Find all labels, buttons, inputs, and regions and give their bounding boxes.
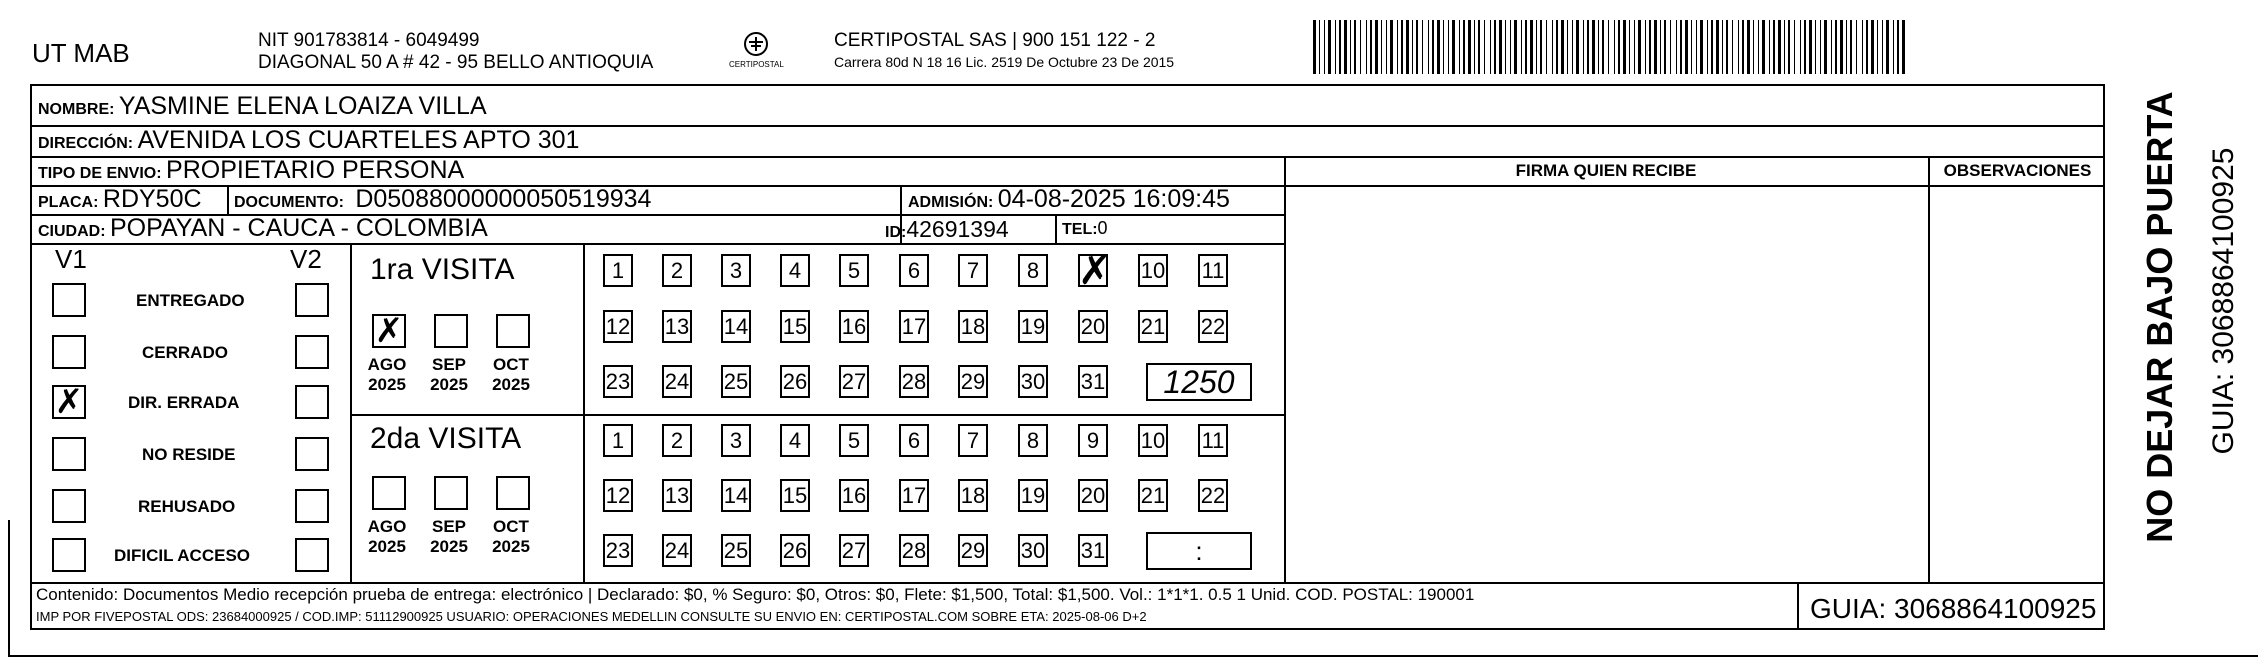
first-visit-day-box[interactable]: 18 (958, 310, 988, 343)
first-visit-day-box[interactable]: 30 (1018, 365, 1048, 398)
footer-print-info: IMP POR FIVEPOSTAL ODS: 23684000925 / COD.IMP: 51112900925 USUARIO: OPERACIONES MEDELLIN CONSULTE SU ENVIO EN: CERTIPOSTAL.COM SOBRE ETA: 2025-08-06 D+2 (36, 609, 1147, 624)
second-visit-day-box[interactable]: 25 (721, 534, 751, 567)
first-visit-day-box[interactable]: 10 (1138, 254, 1168, 287)
second-visit-day-box[interactable]: 29 (958, 534, 988, 567)
direccion-label: DIRECCIÓN: (38, 135, 134, 152)
carrier-license: Carrera 80d N 18 16 Lic. 2519 De Octubre 23 De 2015 (834, 54, 1175, 70)
first-visit-day-box[interactable]: 14 (721, 310, 751, 343)
first-visit-day-box[interactable]: 4 (780, 254, 810, 287)
ciudad-value: POPAYAN - CAUCA - COLOMBIA (110, 214, 488, 242)
company-address: DIAGONAL 50 A # 42 - 95 BELLO ANTIOQUIA (258, 52, 654, 73)
first-visit-title: 1ra VISITA (370, 253, 515, 286)
nombre-value: YASMINE ELENA LOAIZA VILLA (118, 92, 487, 120)
id-value: 42691394 (906, 216, 1009, 242)
second-visit-day-box[interactable]: 21 (1138, 479, 1168, 512)
first-visit-day-box[interactable]: 16 (839, 310, 869, 343)
id-cell (885, 216, 1009, 243)
side-text (2110, 91, 2240, 566)
second-visit-day-box[interactable]: 2 (662, 424, 692, 457)
observations-area[interactable] (1932, 188, 2102, 578)
day-check-mark: ✗ (1078, 249, 1112, 293)
first-visit-day-box[interactable]: 23 (603, 365, 633, 398)
month-label: SEP 2025 (430, 517, 468, 556)
nombre-row (38, 92, 487, 121)
first-visit-month-checkbox[interactable] (434, 314, 468, 348)
first-visit-day-box[interactable]: 5 (839, 254, 869, 287)
status-label: DIFICIL ACCESO (114, 546, 251, 565)
documento-cell (234, 185, 651, 214)
month-label: AGO 2025 (367, 355, 407, 394)
footer-guia: GUIA: 3068864100925 (1810, 593, 2097, 624)
barcode (1313, 20, 1909, 74)
second-visit-day-box[interactable]: 31 (1078, 534, 1108, 567)
first-visit-month-checkbox[interactable]: ✗ (372, 314, 406, 348)
second-visit-title: 2da VISITA (370, 422, 522, 455)
ciudad-label: CIUDAD: (38, 223, 106, 240)
second-visit-day-box[interactable]: 14 (721, 479, 751, 512)
second-visit-day-box[interactable]: 9 (1078, 424, 1108, 457)
first-visit-day-box[interactable]: 19 (1018, 310, 1048, 343)
second-visit-day-box[interactable]: 11 (1198, 424, 1228, 457)
v2-checkbox[interactable] (295, 489, 329, 523)
v1-checkbox[interactable] (52, 489, 86, 523)
first-visit-day-box[interactable]: 25 (721, 365, 751, 398)
first-visit-month-checkbox[interactable] (496, 314, 530, 348)
first-visit-day-box[interactable]: 15 (780, 310, 810, 343)
second-visit-day-box[interactable]: 12 (603, 479, 633, 512)
v1-label: V1 (55, 244, 87, 274)
status-label: ENTREGADO (136, 291, 245, 310)
month-label: OCT 2025 (492, 355, 530, 394)
status-label: CERRADO (142, 343, 228, 362)
first-visit-day-box[interactable]: 26 (780, 365, 810, 398)
first-visit-day-box[interactable]: 29 (958, 365, 988, 398)
first-visit-day-box[interactable]: 6 (899, 254, 929, 287)
second-visit-day-box[interactable]: 27 (839, 534, 869, 567)
first-visit-day-box[interactable]: 17 (899, 310, 929, 343)
first-visit-day-box[interactable]: 1 (603, 254, 633, 287)
second-visit-day-box[interactable]: 19 (1018, 479, 1048, 512)
second-visit-day-box[interactable]: 24 (662, 534, 692, 567)
company-name: UT MAB (32, 38, 130, 68)
first-visit-time-box[interactable]: 1250 (1146, 363, 1252, 401)
second-visit-day-box[interactable]: 5 (839, 424, 869, 457)
second-visit-day-box[interactable]: 7 (958, 424, 988, 457)
documento-label: DOCUMENTO: (234, 194, 344, 211)
direccion-row (38, 126, 579, 155)
first-visit-day-box[interactable]: 20 (1078, 310, 1108, 343)
second-visit-day-box[interactable]: 23 (603, 534, 633, 567)
v1-checkbox[interactable]: ✗ (52, 385, 86, 419)
first-visit-day-box[interactable]: 27 (839, 365, 869, 398)
status-label: REHUSADO (138, 497, 236, 516)
first-visit-day-box[interactable]: 7 (958, 254, 988, 287)
first-visit-day-box[interactable]: 31 (1078, 365, 1108, 398)
second-visit-day-box[interactable]: 18 (958, 479, 988, 512)
v2-checkbox[interactable] (295, 335, 329, 369)
second-visit-day-box[interactable]: 3 (721, 424, 751, 457)
first-visit-day-box[interactable]: 28 (899, 365, 929, 398)
second-visit-day-box[interactable]: 1 (603, 424, 633, 457)
first-visit-day-box[interactable] (1078, 249, 1112, 293)
footer-content: Contenido: Documentos Medio recepción prueba de entrega: electrónico | Declarado: $0, % Seguro: $0, Otros: $0, Flete: $1,500, Total: $1,500. Vol.: 1*1*1. 0.5 1 Unid. COD. POSTAL: 190001 (36, 585, 1475, 604)
month-label: AGO 2025 (367, 517, 407, 556)
observaciones-header: OBSERVACIONES (1943, 161, 2092, 180)
tipo-value: PROPIETARIO PERSONA (166, 156, 465, 184)
second-visit-time-box[interactable]: : (1146, 532, 1252, 570)
side-guia: GUIA: 3068864100925 (2207, 147, 2240, 455)
first-visit-day-box[interactable]: 13 (662, 310, 692, 343)
second-visit-day-box[interactable]: 10 (1138, 424, 1168, 457)
first-visit-day-box[interactable]: 11 (1198, 254, 1228, 287)
placa-cell (38, 185, 202, 214)
company-nit: NIT 901783814 - 6049499 (258, 30, 480, 51)
logo-text: CERTIPOSTAL (729, 60, 784, 69)
v1-checkbox[interactable] (52, 538, 86, 572)
status-label: NO RESIDE (142, 445, 236, 464)
tipo-label: TIPO DE ENVIO: (38, 165, 162, 182)
second-visit-day-box[interactable]: 8 (1018, 424, 1048, 457)
second-visit-day-box[interactable]: 17 (899, 479, 929, 512)
ciudad-cell (38, 214, 488, 243)
second-visit-day-box[interactable]: 16 (839, 479, 869, 512)
second-visit-day-box[interactable]: 28 (899, 534, 929, 567)
month-label: OCT 2025 (492, 517, 530, 556)
firma-header: FIRMA QUIEN RECIBE (1515, 161, 1697, 180)
admision-cell (908, 185, 1230, 214)
second-visit-day-box[interactable]: 15 (780, 479, 810, 512)
placa-label: PLACA: (38, 194, 99, 211)
id-label: ID: (885, 224, 907, 241)
second-visit-month-checkbox[interactable] (372, 476, 406, 510)
first-visit-day-box[interactable]: 3 (721, 254, 751, 287)
second-visit-day-box[interactable]: 4 (780, 424, 810, 457)
v1-checkbox[interactable] (52, 437, 86, 471)
first-visit-day-box[interactable]: 12 (603, 310, 633, 343)
tipo-row (38, 156, 464, 185)
placa-value: RDY50C (102, 185, 202, 213)
second-visit-day-box[interactable]: 13 (662, 479, 692, 512)
first-visit-day-box[interactable]: 21 (1138, 310, 1168, 343)
second-visit-day-box[interactable]: 22 (1198, 479, 1228, 512)
second-visit-day-box[interactable]: 6 (899, 424, 929, 457)
second-visit-day-box[interactable]: 20 (1078, 479, 1108, 512)
second-visit-day-box[interactable]: 30 (1018, 534, 1048, 567)
v2-checkbox[interactable] (295, 538, 329, 572)
direccion-value: AVENIDA LOS CUARTELES APTO 301 (137, 126, 580, 154)
no-dejar-bajo-puerta: NO DEJAR BAJO PUERTA (2139, 91, 2180, 543)
first-visit-day-box[interactable]: 8 (1018, 254, 1048, 287)
v1-checkbox[interactable] (52, 283, 86, 317)
v2-label: V2 (290, 244, 322, 274)
certipostal-logo (729, 28, 784, 76)
tel-value: 0 (1097, 218, 1108, 238)
admision-value: 04-08-2025 16:09:45 (997, 185, 1230, 213)
signature-area[interactable] (1288, 188, 1924, 578)
documento-value: D05088000000050519934 (348, 185, 652, 213)
first-visit-day-box[interactable]: 22 (1198, 310, 1228, 343)
carrier-name: CERTIPOSTAL SAS | 900 151 122 - 2 (834, 30, 1156, 51)
status-label: DIR. ERRADA (128, 393, 240, 412)
tel-label: TEL: (1062, 221, 1098, 238)
admision-label: ADMISIÓN: (908, 194, 994, 211)
v1-checkbox[interactable] (52, 335, 86, 369)
second-visit-day-box[interactable]: 26 (780, 534, 810, 567)
first-visit-day-box[interactable]: 24 (662, 365, 692, 398)
tel-cell (1062, 218, 1108, 239)
v2-checkbox[interactable] (295, 385, 329, 419)
month-label: SEP 2025 (430, 355, 468, 394)
v2-checkbox[interactable] (295, 283, 329, 317)
v2-checkbox[interactable] (295, 437, 329, 471)
first-visit-day-box[interactable]: 2 (662, 254, 692, 287)
nombre-label: NOMBRE: (38, 101, 115, 118)
second-visit-month-checkbox[interactable] (496, 476, 530, 510)
second-visit-month-checkbox[interactable] (434, 476, 468, 510)
